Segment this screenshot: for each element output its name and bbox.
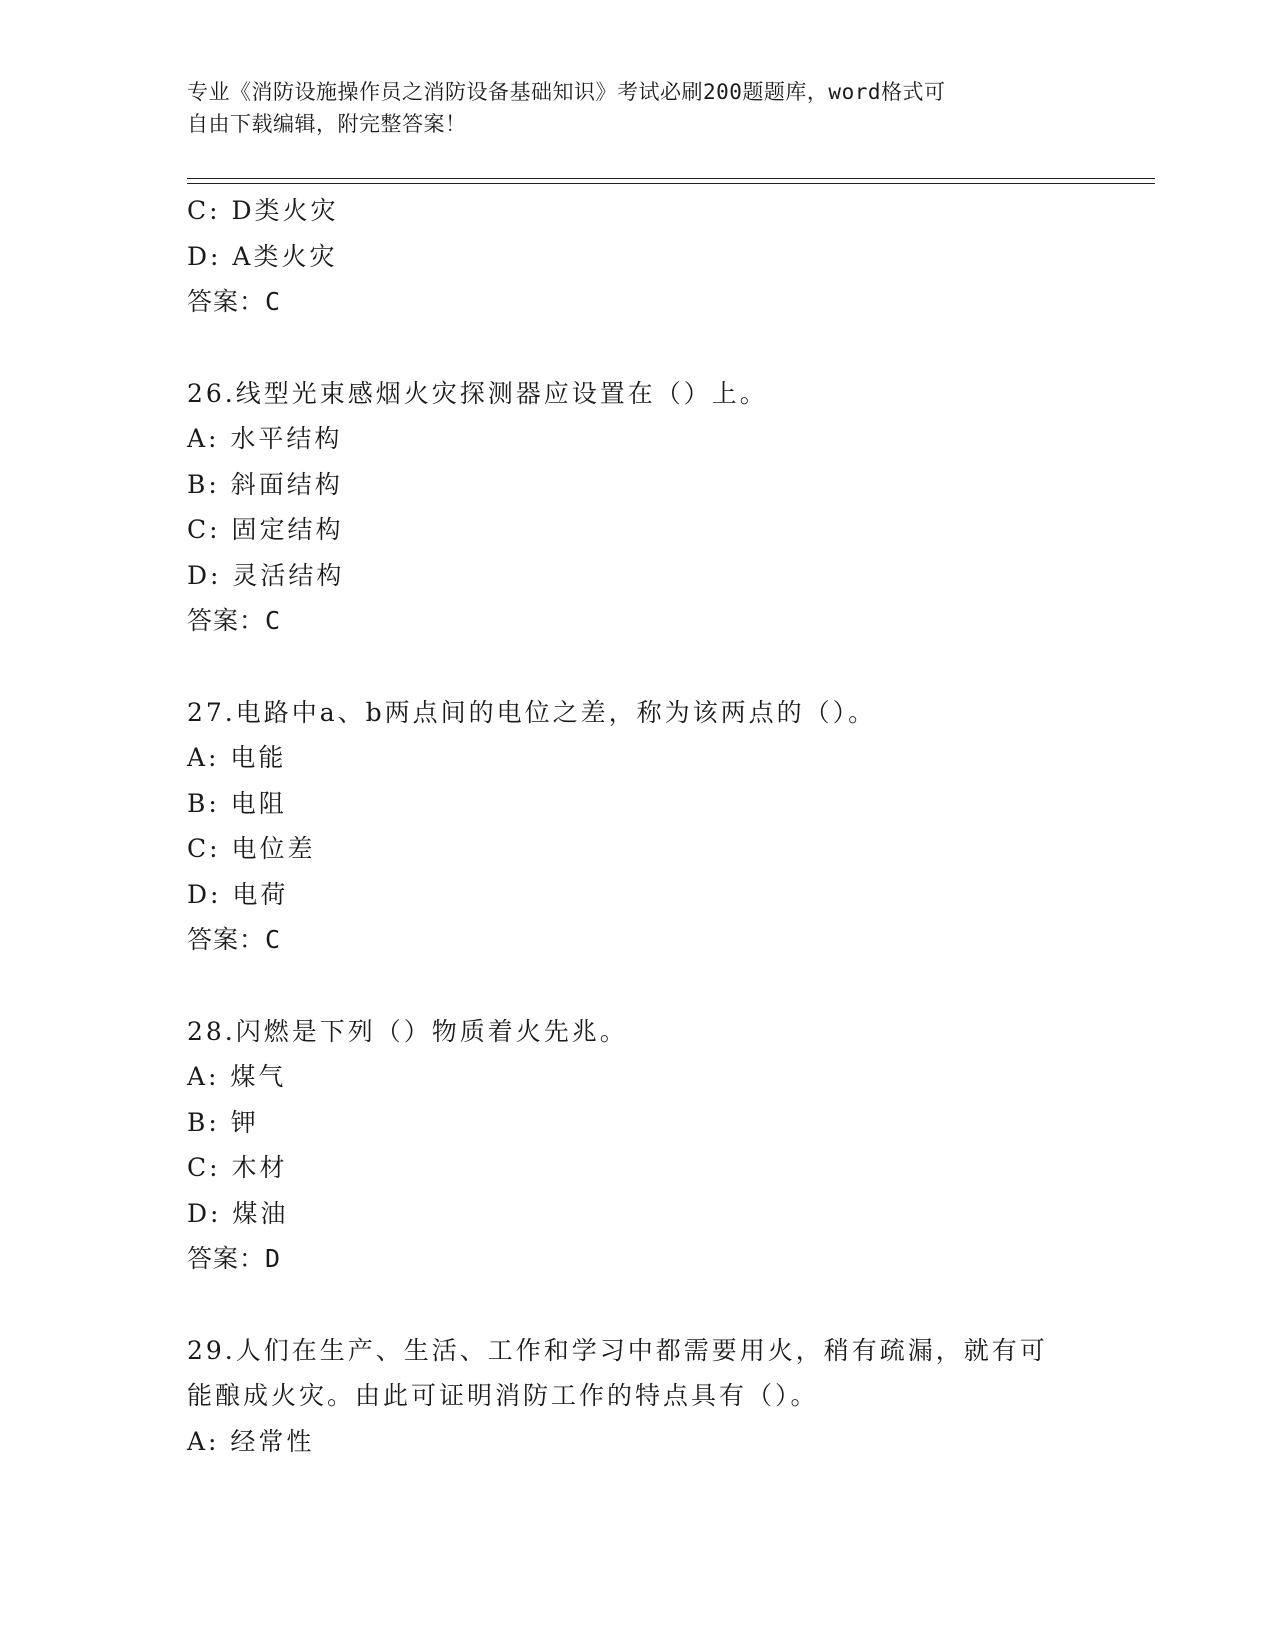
answer-line (187, 917, 1087, 963)
option-a: A: 经常性 (187, 1426, 315, 1456)
answer-line (187, 1236, 1087, 1282)
question-25 (187, 188, 1087, 325)
answer-value: C (265, 287, 282, 316)
answer-value: D (265, 1244, 282, 1273)
option-a: A: 煤气 (187, 1062, 287, 1091)
option-c: C: 木材 (187, 1153, 288, 1182)
answer-label: 答案： (187, 1244, 266, 1273)
option-a: A: 水平结构 (187, 424, 343, 453)
option-b: B: 斜面结构 (187, 469, 343, 499)
question-26 (187, 371, 1087, 644)
answer-label: 答案： (187, 925, 266, 954)
answer-value: C (265, 606, 282, 635)
option-a: A: 电能 (187, 743, 287, 772)
option-d: D: 煤油 (187, 1198, 289, 1228)
question-stem-line2: 能酿成火灾。由此可证明消防工作的特点具有（）。 (187, 1381, 819, 1410)
option-d: D: A类火灾 (187, 241, 338, 271)
answer-line (187, 279, 1087, 325)
option-b: B: 钾 (187, 1107, 259, 1137)
answer-value: C (265, 925, 282, 954)
question-list (187, 188, 1087, 1464)
answer-label: 答案： (187, 287, 266, 316)
question-stem-line1: 29.人们在生产、生活、工作和学习中都需要用火，稍有疏漏，就有可 (187, 1335, 1048, 1365)
option-c: C: 电位差 (187, 834, 316, 863)
option-d: D: 电荷 (187, 879, 289, 909)
answer-line (187, 598, 1087, 644)
question-29 (187, 1328, 1087, 1465)
question-stem: 28.闪燃是下列（）物质着火先兆。 (187, 1016, 628, 1046)
document-header (187, 76, 1087, 140)
question-28 (187, 1009, 1087, 1282)
answer-label: 答案： (187, 606, 266, 635)
question-27 (187, 690, 1087, 963)
option-c: C: D类火灾 (187, 196, 339, 225)
header-title-line1: 专业《消防设施操作员之消防设备基础知识》考试必刷200题题库，word格式可 (187, 80, 946, 104)
header-title-line2: 自由下载编辑，附完整答案！ (187, 112, 467, 136)
option-d: D: 灵活结构 (187, 560, 345, 590)
header-divider-top (187, 178, 1155, 179)
question-stem: 26.线型光束感烟火灾探测器应设置在（）上。 (187, 378, 768, 408)
question-stem: 27.电路中a、b两点间的电位之差，称为该两点的（）。 (187, 697, 877, 727)
option-b: B: 电阻 (187, 788, 287, 818)
header-divider-bottom (187, 183, 1155, 184)
option-c: C: 固定结构 (187, 515, 344, 544)
